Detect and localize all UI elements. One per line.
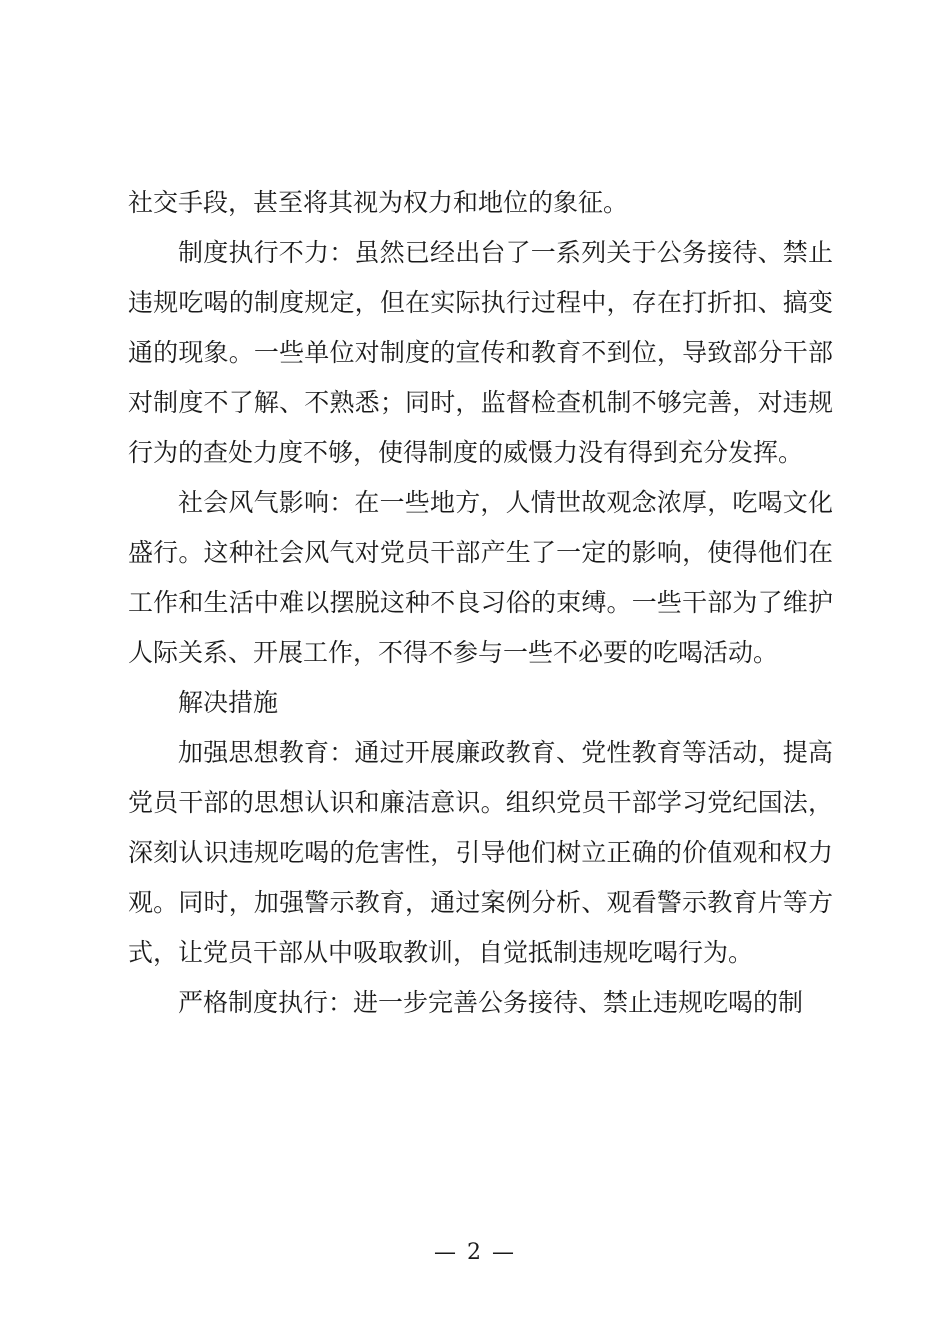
paragraph-ideological-education: 加强思想教育：通过开展廉政教育、党性教育等活动，提高党员干部的思想认识和廉洁意识。组织党员干部学习党纪国法，深刻认识违规吃喝的危害性，引导他们树立正确的价值观和权力观。同时，加强警示教育，通过案例分析、观看警示教育片等方式，让党员干部从中吸取教训，自觉抵制违规吃喝行为。 [128, 738, 833, 967]
document-body [128, 178, 833, 1028]
paragraph-continuation: 社交手段，甚至将其视为权力和地位的象征。 [128, 188, 629, 217]
page-number: — 2 — [434, 1240, 516, 1265]
paragraph-strict-enforcement: 严格制度执行：进一步完善公务接待、禁止违规吃喝的制 [178, 988, 804, 1017]
paragraph-institution-enforcement: 制度执行不力：虽然已经出台了一系列关于公务接待、禁止违规吃喝的制度规定，但在实际执行过程中，存在打折扣、搞变通的现象。一些单位对制度的宣传和教育不到位，导致部分干部对制度不了解、不熟悉；同时，监督检查机制不够完善，对违规行为的查处力度不够，使得制度的威慑力没有得到充分发挥。 [128, 238, 833, 467]
paragraph-social-atmosphere: 社会风气影响：在一些地方，人情世故观念浓厚，吃喝文化盛行。这种社会风气对党员干部产生了一定的影响，使得他们在工作和生活中难以摆脱这种不良习俗的束缚。一些干部为了维护人际关系、开展工作，不得不参与一些不必要的吃喝活动。 [128, 488, 833, 667]
section-heading-solutions: 解决措施 [178, 688, 279, 717]
